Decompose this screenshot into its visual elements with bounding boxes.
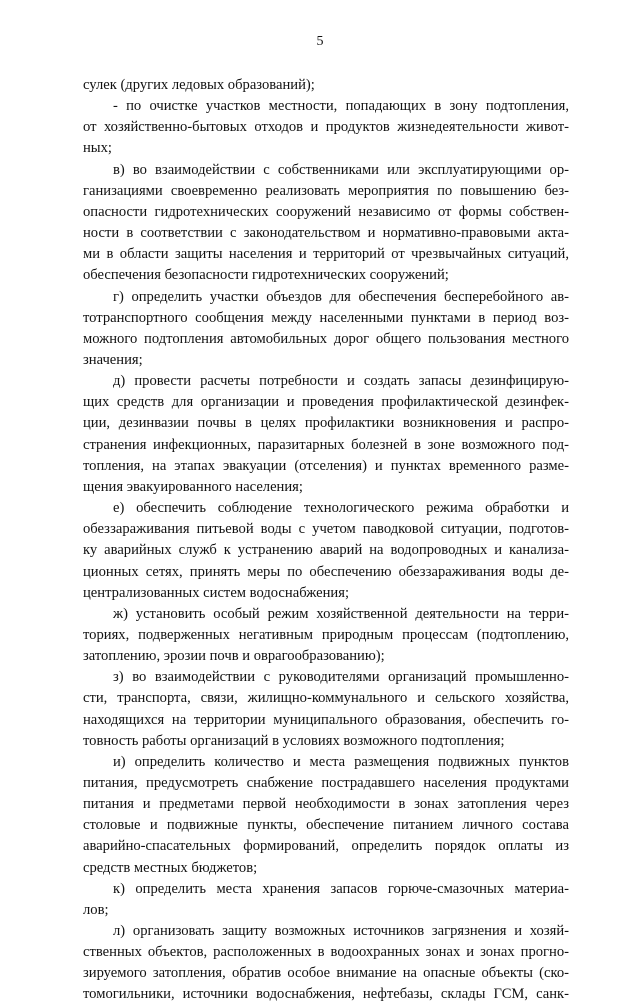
text-line: обеспечения безопасности гидротехнических сооружений; — [83, 267, 449, 284]
text-line: опасности гидротехнических сооружений независимо от формы собствен- — [83, 203, 569, 220]
text-line: от хозяйственно-бытовых отходов и продуктов жизнедеятельности живот- — [83, 119, 569, 136]
text-line: значения; — [83, 351, 143, 368]
text-line: ганизациями своевременно реализовать мероприятия по повышению без- — [83, 182, 569, 199]
text-line: находящихся на территории муниципального образования, обеспечить го- — [83, 711, 569, 728]
text-line: ции, дезинвазии почвы в целях профилактики возникновения и распро- — [83, 415, 569, 432]
text-line: столовые и подвижные пункты, обеспечение питанием личного состава — [83, 817, 569, 834]
text-line: ности в соответствии с законодательством и нормативно-правовыми акта- — [83, 225, 569, 241]
text-line: з) во взаимодействии с руководителями организаций промышленно- — [113, 669, 569, 686]
text-line: ториях, подверженных негативным природным процессам (подтоплению, — [83, 626, 569, 643]
text-line: г) определить участки объездов для обеспечения бесперебойного ав- — [113, 288, 569, 305]
text-line: и) определить количество и места размещения подвижных пунктов — [113, 753, 569, 770]
text-line: ственных объектов, расположенных в водоохранных зонах и зонах прогно- — [83, 944, 569, 961]
text-line: средств местных бюджетов; — [83, 859, 258, 876]
text-line: затоплению, эрозии почв и оврагообразованию); — [83, 648, 385, 664]
text-line: можного подтопления автомобильных дорог общего пользования местного — [83, 330, 569, 347]
text-line: товность работы организаций в условиях возможного подтопления; — [83, 732, 505, 749]
text-line: обеззараживания питьевой воды с учетом паводковой ситуации, подготов- — [83, 521, 569, 538]
text-line: питания, предусмотреть снабжение пострадавшего населения продуктами — [83, 774, 569, 791]
text-line: к) определить места хранения запасов горюче-смазочных материа- — [113, 880, 569, 897]
text-line: сти, транспорта, связи, жилищно-коммунального и сельского хозяйства, — [83, 690, 569, 707]
text-line: тотранспортного сообщения между населенными пунктами в период воз- — [83, 309, 569, 326]
text-line: ционных сетях, принять меры по обеспечению обеззараживания воды де- — [83, 563, 569, 580]
text-line: в) во взаимодействии с собственниками или эксплуатирующими ор- — [113, 161, 569, 178]
text-line: топления, на этапах эвакуации (отселения) и пунктах временного разме- — [83, 457, 569, 474]
text-line: странения инфекционных, паразитарных болезней в зоне возможного под- — [83, 436, 569, 453]
text-line: сулек (других ледовых образований); — [83, 77, 315, 93]
text-line: централизованных систем водоснабжения; — [83, 584, 350, 601]
text-line: ку аварийных служб к устранению аварий на водопроводных и канализа- — [83, 542, 569, 559]
text-line: питания и предметами первой необходимости в зонах затопления через — [83, 796, 569, 813]
text-line: е) обеспечить соблюдение технологического режима обработки и — [113, 500, 569, 516]
text-line: лов; — [83, 901, 109, 918]
text-line: зируемого затопления, обратив особое внимание на опасные объекты (ско- — [83, 965, 569, 982]
page-number: 5 — [316, 34, 324, 49]
text-line: ных; — [83, 140, 112, 157]
text-line: щения эвакуированного населения; — [83, 478, 303, 495]
text-line: ж) установить особый режим хозяйственной деятельности на терри- — [113, 605, 569, 622]
text-line: аварийно-спасательных формирований, определить порядок оплаты из — [83, 838, 569, 855]
text-line: ми в области защиты населения и территорий от чрезвычайных ситуаций, — [83, 246, 569, 263]
text-line: д) провести расчеты потребности и создать запасы дезинфицирую- — [113, 373, 569, 390]
text-line: щих средств для организации и проведения профилактической дезинфек- — [83, 394, 569, 411]
text-line: - по очистке участков местности, попадающих в зону подтопления, — [113, 98, 569, 115]
text-line: л) организовать защиту возможных источников загрязнения и хозяй- — [113, 923, 569, 939]
text-line: томогильники, источники водоснабжения, нефтебазы, склады ГСМ, санк- — [83, 986, 569, 1003]
